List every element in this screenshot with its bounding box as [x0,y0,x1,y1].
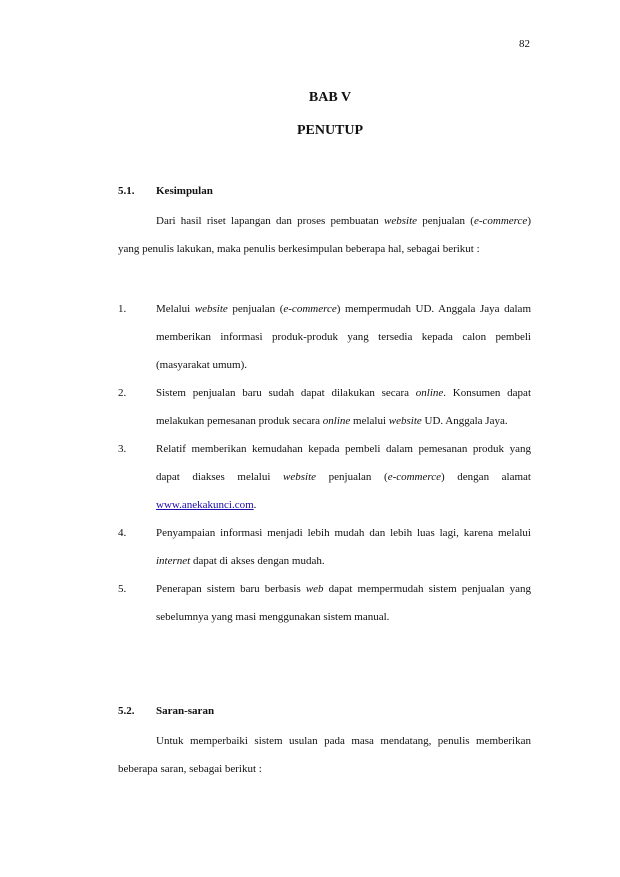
text-run: melalui [350,415,389,427]
list-item [118,575,531,631]
list-item [118,519,531,575]
text-run: Penyampaian informasi menjadi lebih mudah dan lebih luas lagi, karena melalui [156,527,531,539]
text-run: dapat mempermudah sistem penjualan yang sebelumnya yang masi menggunakan sistem manual. [156,583,531,623]
list-text [156,575,531,631]
list-text [156,295,531,379]
list-number: 2. [118,387,127,399]
text-run: Untuk memperbaiki sistem usulan pada masa mendatang, penulis memberikan beberapa saran, sebagai berikut : [118,735,531,775]
italic-term: web [305,583,324,595]
text-run: Dari hasil riset lapangan dan proses pembuatan [156,215,385,227]
list-number: 1. [118,303,127,315]
text-run: penjualan ( [227,303,284,315]
text-run: dapat di akses dengan mudah. [190,555,325,567]
list-item [118,295,531,379]
italic-term: e-commerce [283,303,337,315]
text-run: UD. Anggala Jaya. [421,415,508,427]
list-number: 4. [118,527,127,539]
website-link[interactable]: www.anekakunci.com [156,499,254,511]
list-text [156,435,531,519]
section-title: Kesimpulan [156,185,213,197]
italic-term: website [388,415,422,427]
kesimpulan-list [118,295,531,631]
kesimpulan-intro-paragraph [118,207,531,263]
italic-term: website [283,471,317,483]
list-number: 5. [118,583,127,595]
list-item [118,379,531,435]
section-title: Saran-saran [156,705,215,717]
list-item [118,435,531,519]
saran-intro-paragraph [118,727,531,783]
chapter-number: BAB V [308,90,352,105]
list-text [156,379,531,435]
text-run: penjualan ( [316,471,388,483]
text-run: Sistem penjualan baru sudah dapat dilakukan secara [156,387,416,399]
italic-term: website [384,215,418,227]
text-run: Penerapan sistem baru berbasis [156,583,306,595]
section-number: 5.1. [118,185,135,197]
italic-term: internet [156,555,191,567]
italic-term: website [194,303,228,315]
text-run: Relatif memberikan kemudahan kepada pembeli dalam pemesanan produk yang dapat diakses melalui [156,443,531,483]
italic-term: online [415,387,444,399]
italic-term: e-commerce [387,471,442,483]
italic-term: online [322,415,351,427]
text-run: ) mempermudah UD. Anggala Jaya dalam memberikan informasi produk-produk yang tersedia kepada calon pembeli (masyarakat umum). [156,303,531,371]
list-text [156,519,531,575]
text-run: penjualan ( [417,215,474,227]
italic-term: e-commerce [473,215,528,227]
text-run: ) dengan alamat [441,471,531,483]
section-heading-kesimpulan [118,185,213,197]
text-run: . Konsumen dapat melakukan pemesanan produk secara [156,387,531,427]
page-number: 82 [519,38,530,50]
text-run: Melalui [156,303,195,315]
section-number: 5.2. [118,705,135,717]
text-run: . [253,499,257,511]
text-run: ) yang penulis lakukan, maka penulis berkesimpulan beberapa hal, sebagai berikut : [118,215,531,255]
list-number: 3. [118,443,127,455]
section-heading-saran [118,705,214,717]
chapter-title: PENUTUP [296,123,364,138]
